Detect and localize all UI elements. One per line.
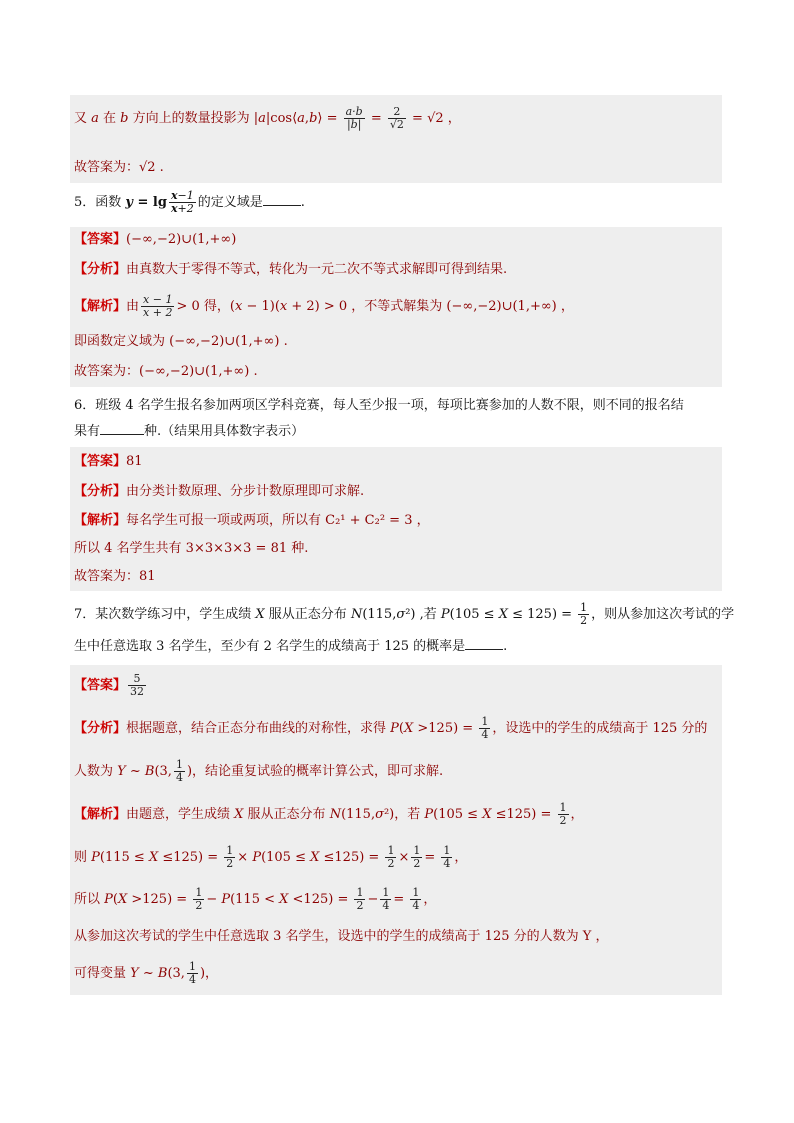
answer-tag: 【答案】 — [74, 454, 127, 469]
q5-solution — [70, 287, 722, 327]
question-5 — [70, 183, 722, 221]
question-7-cont-text: 生中任意选取 3 名学生，至少有 2 名学生的成绩高于 125 的概率是 . — [74, 639, 508, 654]
q7-step3-text: 从参加这次考试的学生中任意选取 3 名学生，设选中的学生的成绩高于 125 分的人数为 Y ， — [74, 929, 609, 944]
analysis-tag: 【分析】 — [74, 484, 127, 499]
q6-total — [70, 535, 722, 563]
q7-solution-text: 由题意，学生成绩 X 服从正态分布 N(115,σ²)，若 P(105 ≤ X ≤125) = $\frac{1}{2}$ ， — [126, 800, 584, 827]
q6-solution-text: 每名学生可报一项或两项，所以有 C₂¹ + C₂² = 3 ， — [126, 513, 430, 528]
q5-answer-text: (−∞,−2)∪(1,+∞) — [126, 232, 237, 247]
q5-final-text: 故答案为：(−∞,−2)∪(1,+∞) . — [74, 364, 258, 379]
q7-analysis — [70, 707, 722, 751]
q5-analysis-text: 由真数大于零得不等式，转化为一元二次不等式求解即可得到结果. — [126, 262, 508, 277]
answer-tag: 【答案】 — [74, 678, 127, 693]
q5-answer — [70, 227, 722, 253]
question-5-text: 5．函数 y = lg $\frac{x-1}{x+2}$ 的定义域是 . — [74, 188, 305, 215]
q7-step2-text: 所以 P(X >125) = $\frac{1}{2}$ − P(115 < X <125) = $\frac{1}{2}$ − $\frac{1}{4}$ = $\frac{1}{4}$ ， — [74, 885, 437, 912]
q7-step1 — [70, 837, 722, 879]
analysis-tag: 【分析】 — [74, 262, 127, 277]
question-6-cont-text: 果有 种.（结果用具体数字表示） — [74, 424, 305, 439]
q6-analysis-text: 由分类计数原理、分步计数原理即可求解. — [126, 484, 365, 499]
q7-analysis-cont-text: 人数为 Y ~ B(3, $\frac{1}{4}$ )，结论重复试验的概率计算公式，即可求解. — [74, 757, 444, 784]
q7-analysis-text: 根据题意，结合正态分布曲线的对称性，求得 P(X >125) = $\frac{1}{4}$ ，设选中的学生的成绩高于 125 分的 — [126, 714, 708, 741]
q5-domain — [70, 327, 722, 357]
question-7-text: 7．某次数学练习中，学生成绩 X 服从正态分布 N(115,σ²) ,若 P(105 ≤ X ≤ 125) = $\frac{1}{2}$ ，则从参加这次考试的学 — [74, 600, 735, 627]
q7-step2 — [70, 879, 722, 921]
q7-step4 — [70, 953, 722, 995]
question-6 — [70, 393, 722, 419]
q7-solution — [70, 793, 722, 837]
q7-answer-fraction: $\frac{5}{32}$ — [130, 671, 145, 698]
answer-text-4: 故答案为：√2 . — [74, 160, 164, 175]
q6-answer-text: 81 — [126, 454, 143, 469]
q5-domain-text: 即函数定义域为 (−∞,−2)∪(1,+∞) . — [74, 334, 288, 349]
document-page — [70, 95, 735, 995]
question-6-cont — [70, 419, 722, 445]
q7-answer — [70, 665, 722, 707]
q6-answer — [70, 447, 722, 477]
question-7-cont — [70, 633, 722, 661]
q7-step4-text: 可得变量 Y ~ B(3, $\frac{1}{4}$ )， — [74, 959, 219, 986]
solution-tag: 【解析】 — [74, 807, 127, 822]
q5-final — [70, 357, 722, 387]
q5-solution-text: 由 $\frac{x - 1}{x + 2}$ > 0 得，(x − 1)(x + 2) > 0 ，不等式解集为 (−∞,−2)∪(1,+∞) ， — [126, 292, 574, 319]
projection-text: 又 a 在 b 方向上的数量投影为 |a|cos⟨a,b⟩ = $\frac{a\cdot b}{|b|}$ = $\frac{2}{√2}$ = √2 ， — [74, 104, 461, 131]
q7-step3 — [70, 921, 722, 953]
q6-total-text: 所以 4 名学生共有 3×3×3×3 = 81 种. — [74, 541, 309, 556]
q7-step1-text: 则 P(115 ≤ X ≤125) = $\frac{1}{2}$ × P(105 ≤ X ≤125) = $\frac{1}{2}$ × $\frac{1}{2}$ = $\frac{1}{4}$ ， — [74, 843, 468, 870]
question-6-text: 6．班级 4 名学生报名参加两项区学科竞赛，每人至少报一项，每项比赛参加的人数不限，则不同的报名结 — [74, 398, 684, 413]
solution-tag: 【解析】 — [74, 299, 127, 314]
answer-line-4 — [70, 153, 722, 183]
question-7 — [70, 595, 735, 633]
solution-tag: 【解析】 — [74, 513, 127, 528]
answer-tag: 【答案】 — [74, 232, 127, 247]
q5-analysis — [70, 253, 722, 287]
q6-solution — [70, 507, 722, 535]
q6-final-text: 故答案为：81 — [74, 569, 156, 584]
q7-analysis-cont — [70, 751, 722, 793]
projection-line — [70, 95, 722, 153]
analysis-tag: 【分析】 — [74, 721, 127, 736]
q6-analysis — [70, 477, 722, 507]
q6-final — [70, 563, 722, 591]
